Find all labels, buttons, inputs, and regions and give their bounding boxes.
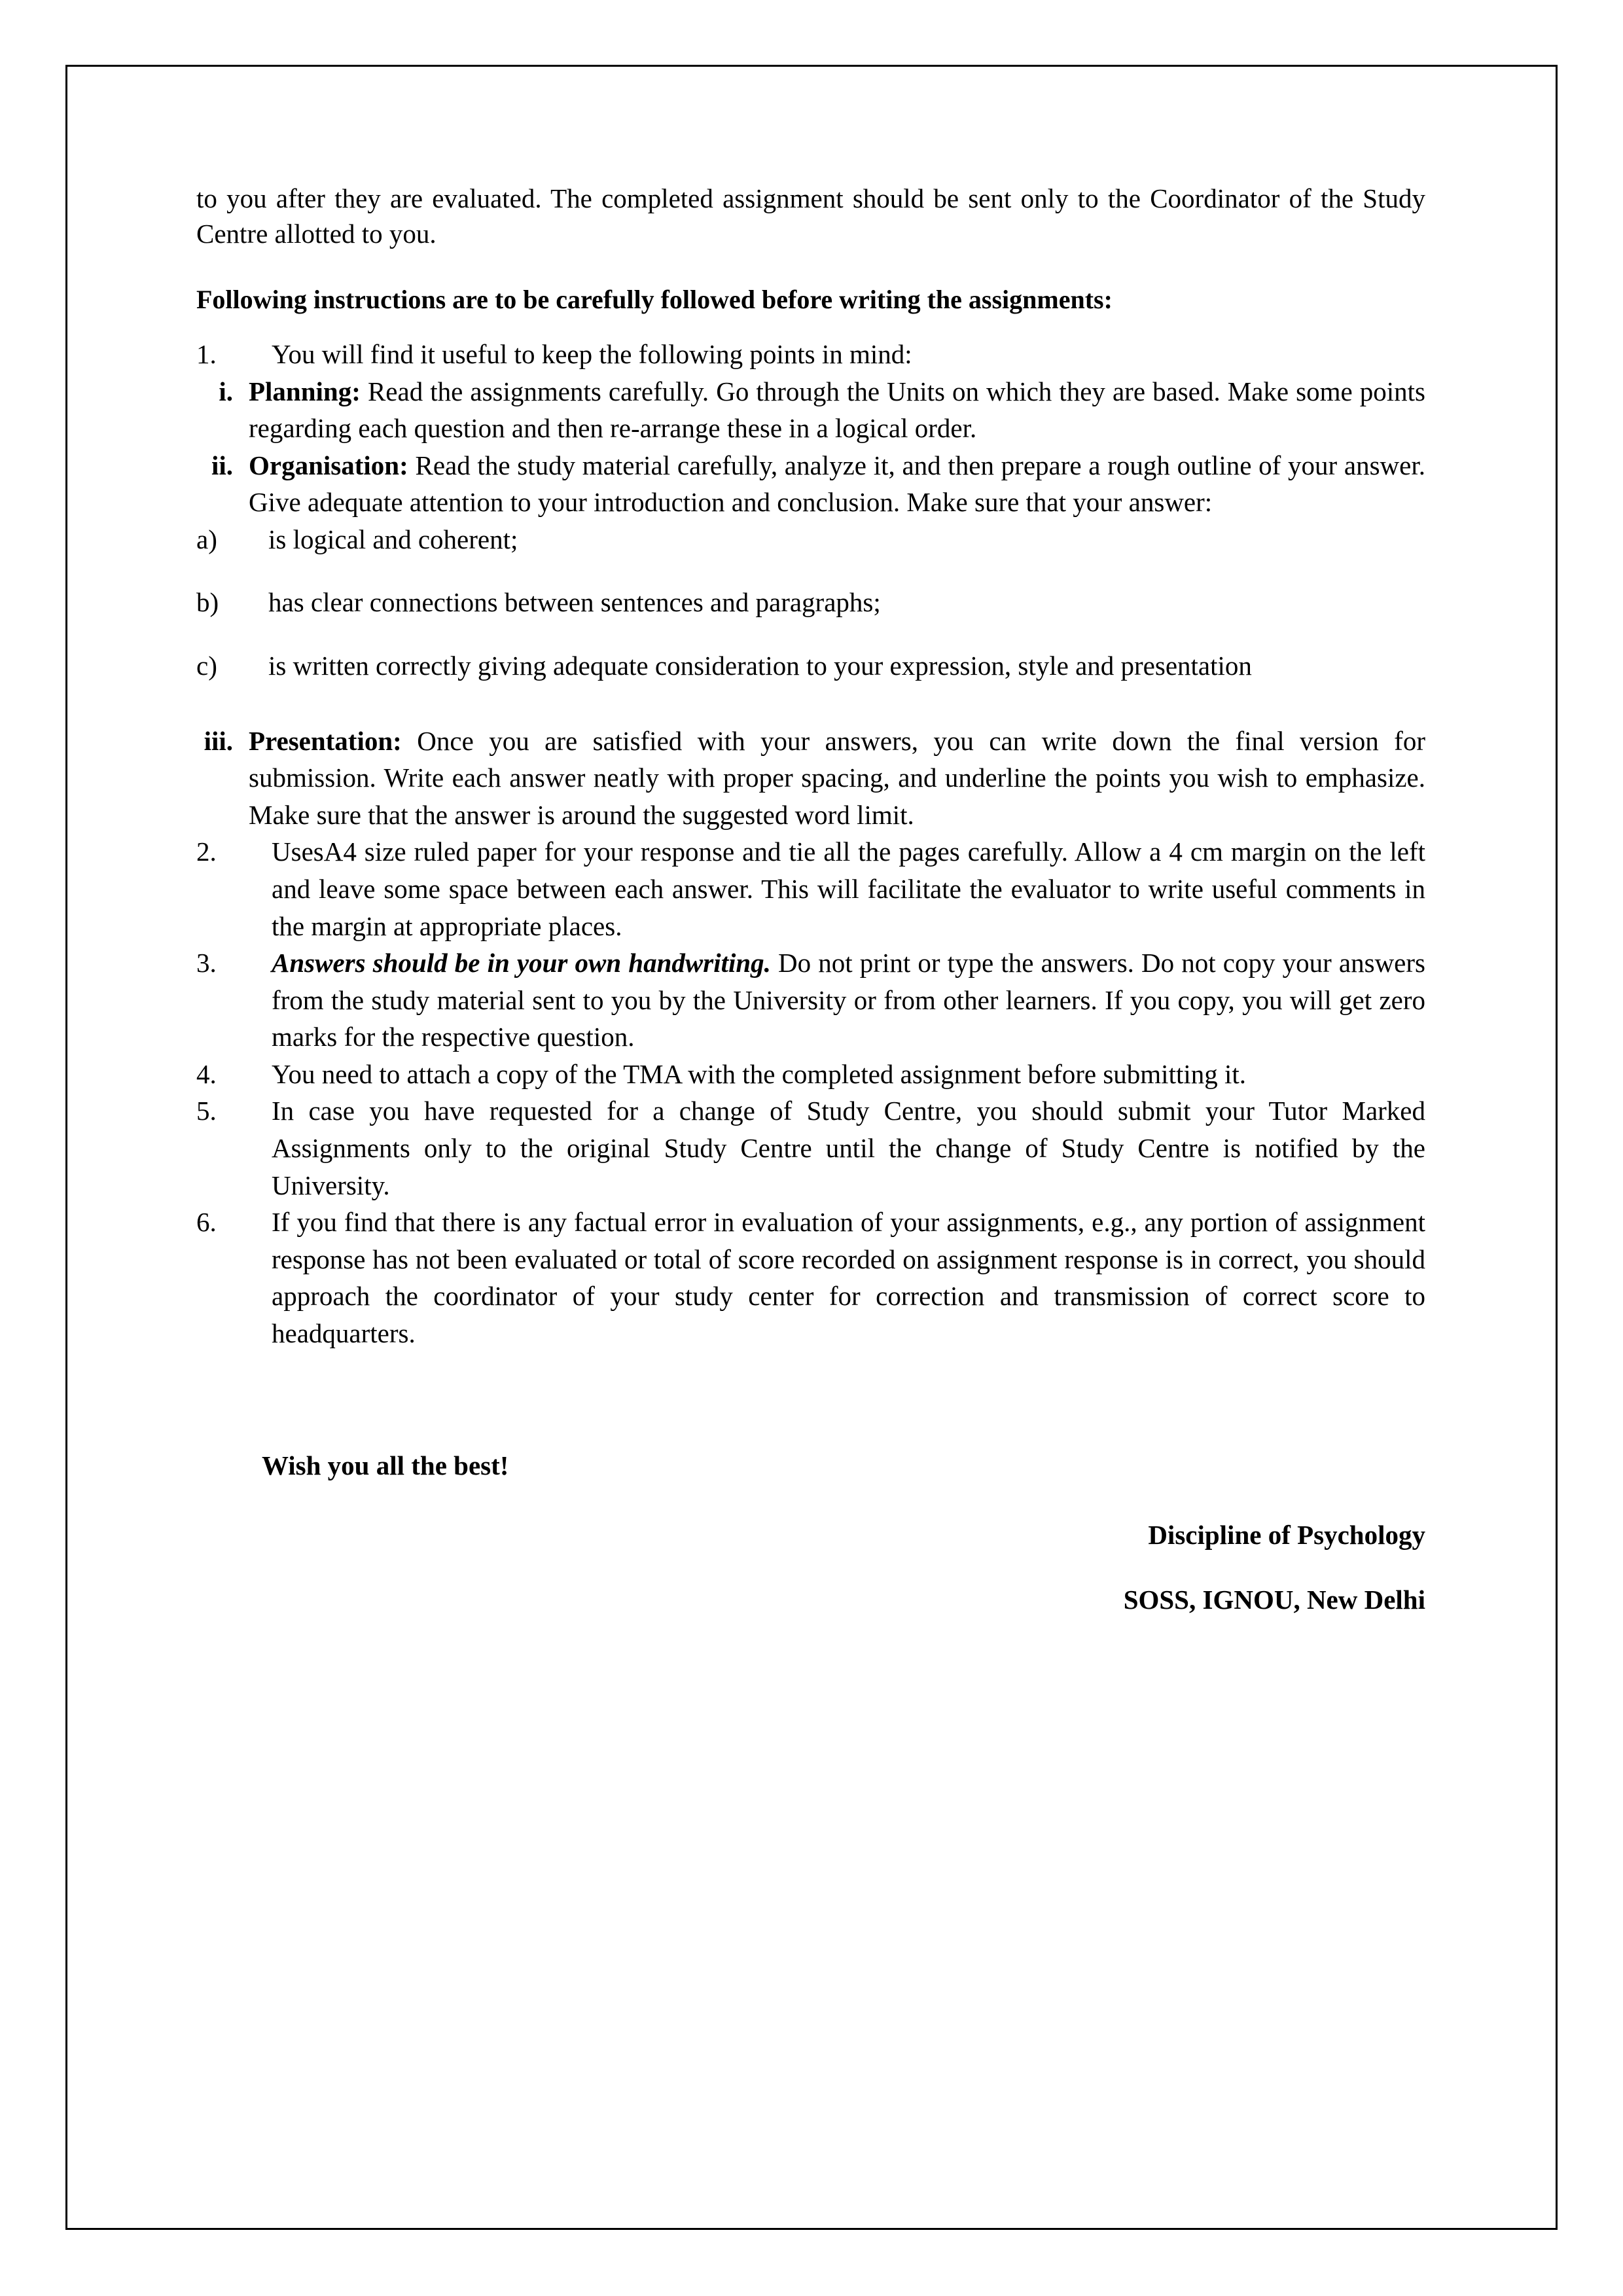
closing-message: Wish you all the best! bbox=[262, 1450, 509, 1481]
list-item bbox=[196, 833, 1425, 944]
spacer bbox=[196, 271, 1425, 283]
list-item bbox=[196, 1092, 1425, 1204]
list-item-body: Once you are satisfied with your answers, you can write down the final version for submission. Write each answer neatly with proper spacing, and underline the points you wish to emphasize. Make sure that the answer is around the suggested word limit. bbox=[249, 725, 1425, 830]
list-item-text bbox=[272, 944, 1425, 1056]
signature-institution: SOSS, IGNOU, New Delhi bbox=[1123, 1585, 1425, 1615]
list-marker: 6. bbox=[196, 1207, 217, 1238]
instructions-heading: Following instructions are to be carefully followed before writing the assignments: bbox=[196, 285, 1113, 315]
list-item-text: If you find that there is any factual error in evaluation of your assignments, e.g., any portion of assignment response has not been evaluated or total of score recorded on assignment response is in correct, you should approach the coordinator of your study center for correction and transmission of correct score to headquarters. bbox=[272, 1207, 1425, 1348]
list-item-text: You will find it useful to keep the following points in mind: bbox=[272, 339, 912, 370]
document-content bbox=[196, 181, 1425, 1613]
list-item-text: You need to attach a copy of the TMA with the completed assignment before submitting it. bbox=[272, 1058, 1247, 1089]
list-marker: 2. bbox=[196, 836, 217, 867]
list-marker: i. bbox=[219, 376, 233, 406]
list-marker: ii. bbox=[211, 450, 233, 480]
list-item-lead: Planning: bbox=[249, 376, 361, 406]
list-item-text bbox=[249, 723, 1425, 834]
signature-discipline: Discipline of Psychology bbox=[1148, 1520, 1425, 1551]
list-item bbox=[196, 521, 1425, 558]
list-item-body: Read the assignments carefully. Go through the Units on which they are based. Make some points regarding each question and then re-arrange these in a logical order. bbox=[249, 376, 1425, 444]
spacer bbox=[196, 558, 1425, 584]
list-item-text bbox=[249, 373, 1425, 447]
list-item bbox=[196, 1204, 1425, 1352]
list-marker: 1. bbox=[196, 339, 217, 370]
list-item-lead: Presentation: bbox=[249, 725, 402, 756]
intro-paragraph: to you after they are evaluated. The completed assignment should be sent only to the Coordinator of the Study Centre allotted to you. bbox=[196, 183, 1425, 249]
list-item bbox=[196, 944, 1425, 1056]
list-item-text bbox=[249, 447, 1425, 521]
list-item bbox=[196, 447, 1425, 521]
list-marker: a) bbox=[196, 524, 217, 554]
spacer bbox=[196, 685, 1425, 723]
list-marker: 4. bbox=[196, 1058, 217, 1089]
list-item bbox=[196, 373, 1425, 447]
spacer bbox=[196, 621, 1425, 647]
list-item-lead: Organisation: bbox=[249, 450, 408, 480]
list-marker: 3. bbox=[196, 948, 217, 978]
list-marker: 5. bbox=[196, 1096, 217, 1126]
list-item-text: UsesA4 size ruled paper for your response and tie all the pages carefully. Allow a 4 cm margin on the left and leave some space between each answer. This will facilitate the evaluator to write useful comments in the margin at appropriate places. bbox=[272, 836, 1425, 941]
list-item-text: is written correctly giving adequate consideration to your expression, style and presentation bbox=[268, 651, 1252, 681]
list-item bbox=[196, 723, 1425, 834]
signature-block bbox=[196, 1522, 1425, 1613]
list-item-body: Read the study material carefully, analyze it, and then prepare a rough outline of your answer. Give adequate attention to your introduction and conclusion. Make sure that your answer: bbox=[249, 450, 1425, 518]
list-item-text: is logical and coherent; bbox=[268, 524, 518, 554]
list-item bbox=[196, 336, 1425, 373]
list-item-body: Do not print or type the answers. Do not copy your answers from the study material sent to you by the University or from other learners. If you copy, you will get zero marks for the respective question. bbox=[272, 948, 1425, 1052]
list-item-text: has clear connections between sentences and paragraphs; bbox=[268, 587, 881, 618]
list-marker: b) bbox=[196, 587, 219, 618]
list-item bbox=[196, 584, 1425, 621]
list-item-lead: Answers should be in your own handwriting. bbox=[272, 948, 771, 978]
list-marker: iii. bbox=[204, 725, 233, 756]
list-item bbox=[196, 647, 1425, 685]
list-marker: c) bbox=[196, 651, 217, 681]
list-item-text: In case you have requested for a change of Study Centre, you should submit your Tutor Marked Assignments only to the original Study Centre until the change of Study Centre is notified by the University. bbox=[272, 1096, 1425, 1200]
list-item bbox=[196, 1056, 1425, 1093]
